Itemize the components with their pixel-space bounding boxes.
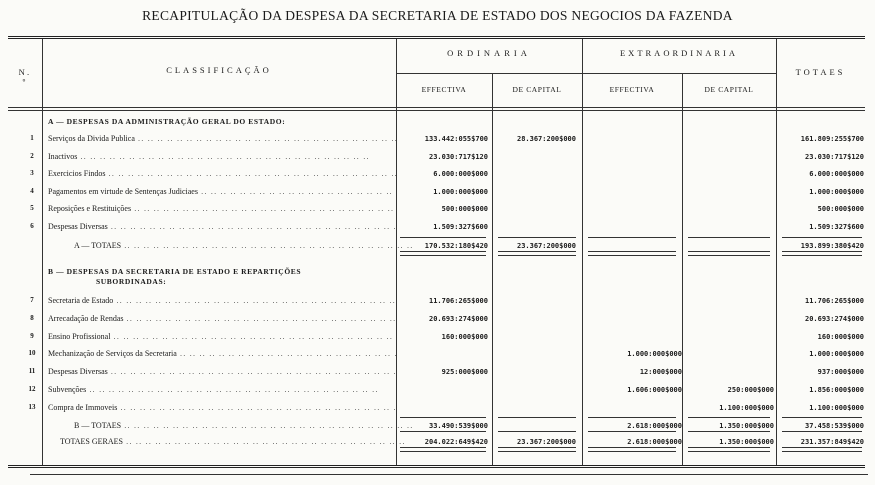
table-row — [8, 384, 865, 397]
value-ord-eff: 133.442:055$700 — [424, 135, 488, 143]
value-total: 500:000$000 — [817, 205, 864, 213]
table-row — [8, 331, 865, 344]
value-total: 6.000:000$000 — [809, 170, 864, 178]
value-total: 193.899:380$420 — [800, 242, 864, 250]
value-ord-eff: 160:000$000 — [441, 332, 488, 341]
value-ord-eff: 170.532:180$420 — [424, 242, 488, 250]
table-row — [8, 221, 865, 234]
row-label: B — TOTAES .. .. — [74, 421, 422, 430]
table-row — [8, 402, 865, 415]
row-number: 5 — [30, 204, 34, 212]
n-header: N. º — [18, 67, 32, 87]
table-row — [8, 366, 865, 379]
value-ord-eff: 6.000:000$000 — [433, 170, 488, 178]
ord-effectiva-header: EFFECTIVA — [421, 85, 467, 94]
value-ord-eff: 20.693:274$000 — [428, 314, 488, 323]
value-total: 37.458:539$000 — [804, 422, 864, 430]
row-number: 12 — [28, 385, 36, 393]
value-total: 160:000$000 — [817, 332, 864, 341]
value-ext-eff: 2.618:000$000 — [627, 422, 682, 430]
value-ord-eff: 204.022:649$420 — [424, 438, 488, 446]
value-total: 161.809:255$700 — [800, 135, 864, 143]
row-label: Inactivos .. .. — [48, 152, 396, 161]
value-ext-eff: 1.000:000$000 — [627, 350, 682, 359]
row-label: A — TOTAES .. .. — [74, 241, 422, 250]
row-label: Exercicios Findos .. .. — [48, 169, 396, 178]
section-a-title: A — DESPESAS DA ADMINISTRAÇÃO GERAL DO ESTADO: — [48, 117, 286, 126]
table-row — [8, 133, 865, 146]
classificacao-header: CLASSIFICAÇÃO — [166, 65, 272, 75]
row-label: Reposições e Restituições .. .. — [48, 204, 396, 213]
value-ext-eff: 2.618:000$000 — [627, 438, 682, 446]
row-label: Despesas Diversas .. .. — [48, 367, 396, 376]
row-number: 6 — [30, 221, 34, 230]
row-label: TOTAES GERAES .. .. — [60, 437, 408, 446]
row-number: 9 — [30, 331, 34, 340]
value-ord-eff: 925:000$000 — [441, 368, 488, 377]
value-total: 11.706:265$000 — [804, 297, 864, 305]
row-label: Mechanização de Serviços da Secretaria .. .. — [48, 349, 396, 358]
row-number: 10 — [28, 349, 36, 358]
table-row — [8, 203, 865, 216]
value-total: 23.030:717$120 — [804, 152, 864, 161]
value-ord-eff: 33.490:539$000 — [428, 422, 488, 430]
table-row — [8, 348, 865, 361]
ordinaria-header: ORDINARIA — [447, 48, 531, 58]
value-ext-cap: 1.350:000$000 — [719, 438, 774, 446]
row-label: Arrecadação de Rendas .. .. — [48, 314, 396, 323]
page-title: RECAPITULAÇÃO DA DESPESA DA SECRETARIA DE ESTADO DOS NEGOCIOS DA FAZENDA — [142, 8, 733, 23]
value-ord-cap: 28.367:200$000 — [516, 135, 576, 143]
value-total: 20.693:274$000 — [804, 314, 864, 323]
value-total: 1.100:000$000 — [809, 403, 864, 412]
row-label: Ensino Profissional .. .. — [48, 332, 396, 341]
row-number: 3 — [30, 169, 34, 177]
table-row — [8, 151, 865, 164]
value-total: 1.509:327$600 — [809, 222, 864, 231]
value-total: 231.357:849$420 — [800, 438, 864, 446]
row-number: 8 — [30, 313, 34, 322]
value-ord-eff: 23.030:717$120 — [428, 152, 488, 161]
value-ext-eff: 1.606:000$000 — [627, 386, 682, 394]
ext-effectiva-header: EFFECTIVA — [609, 85, 655, 94]
value-ord-eff: 500:000$000 — [441, 205, 488, 213]
table-row — [8, 186, 865, 199]
row-number: 4 — [30, 186, 34, 195]
row-number: 7 — [30, 296, 34, 304]
row-label: Despesas Diversas .. .. — [48, 222, 396, 231]
row-label: Secretaria de Estado .. .. — [48, 296, 396, 305]
value-ord-eff: 1.509:327$600 — [433, 222, 488, 231]
expense-table — [8, 36, 865, 468]
value-ext-cap: 250:000$000 — [727, 386, 774, 394]
value-ext-cap: 1.100:000$000 — [719, 403, 774, 412]
row-label: Compra de Immoveis .. .. — [48, 403, 396, 412]
value-total: 937:000$000 — [817, 368, 864, 377]
row-number: 13 — [28, 402, 36, 411]
row-label: Subvenções .. .. — [48, 385, 396, 394]
value-ext-eff: 12:000$000 — [639, 368, 682, 377]
row-label: Serviços da Divida Publica .. .. — [48, 134, 396, 143]
value-ord-cap: 23.367:200$000 — [516, 242, 576, 250]
bottom-rule — [30, 474, 868, 475]
value-ord-cap: 23.367:200$000 — [516, 438, 576, 446]
totaes-header: TOTAES — [795, 67, 846, 77]
value-ord-eff: 1.000:000$000 — [433, 187, 488, 196]
row-label: Pagamentos em virtude de Sentenças Judiciaes .. .. — [48, 187, 396, 196]
row-number: 11 — [28, 367, 36, 376]
value-ord-eff: 11.706:265$000 — [428, 297, 488, 305]
value-total: 1.000:000$000 — [809, 187, 864, 196]
table-row — [8, 295, 865, 308]
table-row — [8, 313, 865, 326]
value-total: 1.000:000$000 — [809, 350, 864, 359]
row-number: 1 — [30, 134, 34, 142]
value-ext-cap: 1.350:000$000 — [719, 422, 774, 430]
value-total: 1.856:000$000 — [809, 386, 864, 394]
table-row — [8, 168, 865, 181]
extraordinaria-header: EXTRAORDINARIA — [619, 48, 739, 58]
row-number: 2 — [30, 151, 34, 160]
ext-capital-header: DE CAPITAL — [704, 85, 754, 94]
ord-capital-header: DE CAPITAL — [512, 85, 562, 94]
section-b-title: B — DESPESAS DA SECRETARIA DE ESTADO E REPARTIÇÕES SUBORDINADAS: — [48, 267, 302, 286]
